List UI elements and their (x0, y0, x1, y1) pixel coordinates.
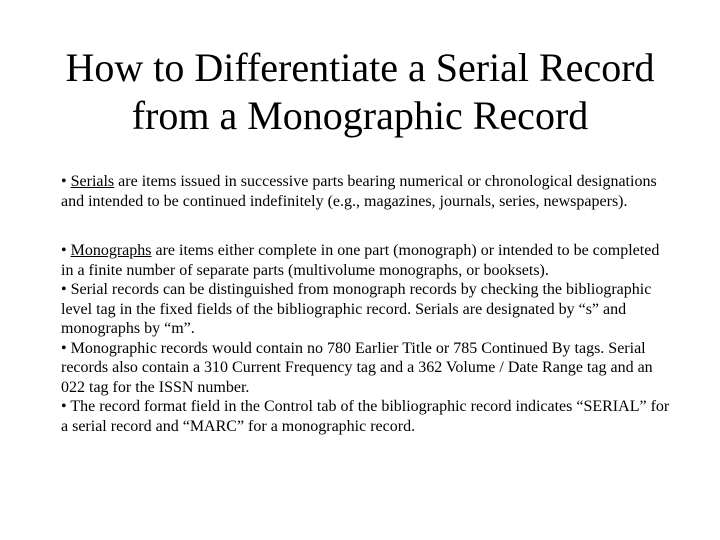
serials-definition: are items issued in successive parts bearing numerical or chronological designations and intended to be continued indefinitely (e.g., magazines, journals, series, newspapers). (61, 173, 657, 210)
monographs-definition: are items either complete in one part (monograph) or intended to be completed in a finite number of separate parts (multivolume monographs, or booksets). (61, 242, 660, 279)
slide-title (0, 44, 720, 140)
bullet-bibliographic-level: • Serial records can be distinguished from monograph records by checking the bibliographic level tag in the fixed fields of the bibliographic record. Serials are designated by “s” and monographs by “m”. (61, 281, 652, 337)
bullet-record-format: • The record format field in the Control tab of the bibliographic record indicates “SERIAL” for a serial record and “MARC” for a monographic record. (61, 398, 670, 435)
bullet-monographs (61, 241, 671, 280)
bullet-marker: • (61, 242, 71, 259)
bullet-marker: • (61, 173, 71, 190)
title-line-1: How to Differentiate a Serial Record (65, 45, 655, 90)
term-serials: Serials (70, 173, 115, 190)
bullet-tags: • Monographic records would contain no 780 Earlier Title or 785 Continued By tags. Serial records also contain a 310 Current Frequency tag and a 362 Volume / Date Range tag and an 022 tag for the ISSN number. (61, 339, 653, 396)
title-line-2: from a Monographic Record (131, 93, 589, 138)
bullet-serials (61, 172, 671, 211)
term-monographs: Monographs (70, 242, 152, 259)
bullet-block (61, 241, 671, 436)
